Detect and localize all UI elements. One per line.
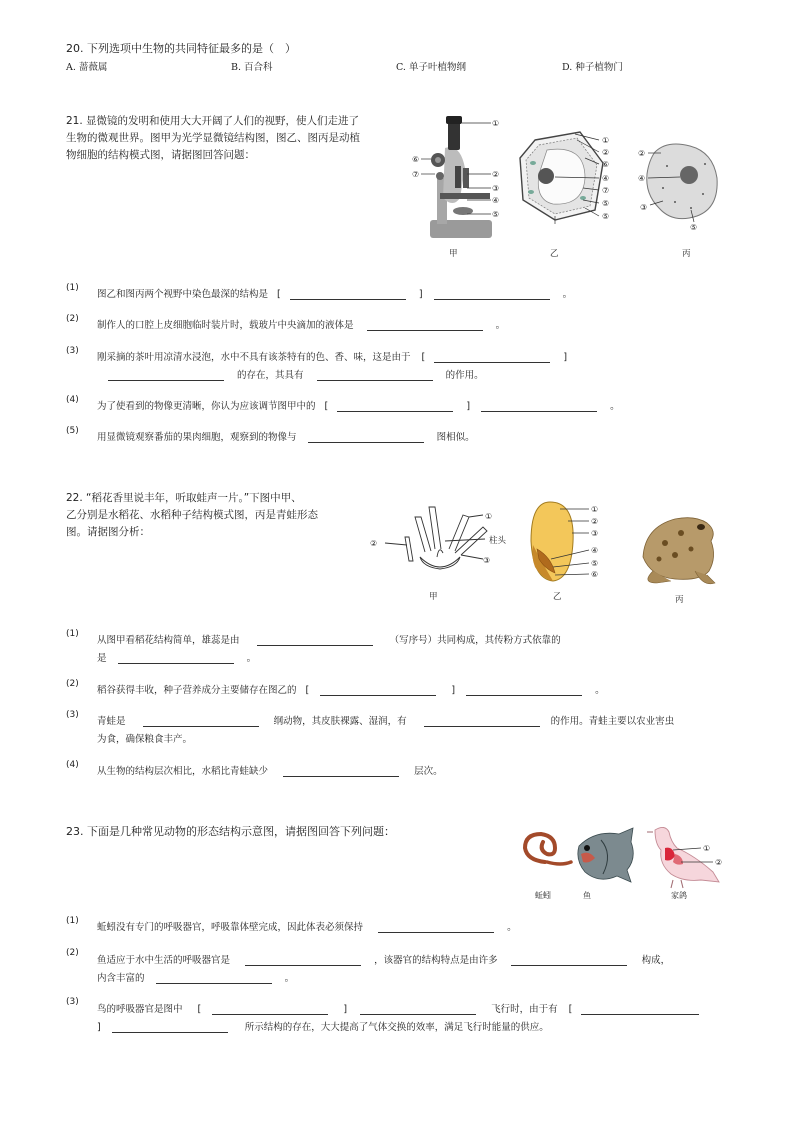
rice-flower-label-1: ①: [485, 512, 493, 521]
q20-title: 20. 下列选项中生物的共同特征最多的是（ ）: [66, 42, 296, 55]
rice-flower-stigma-label: 柱头: [489, 536, 507, 546]
rice-seed-label-3: ③: [591, 529, 599, 538]
q22-sub-3-text: 青蛙是: [97, 716, 126, 727]
q21-intro-line-3: 物细胞的结构模式图，请据图回答问题：: [66, 149, 255, 161]
q21-sub-1-blank-name[interactable]: [434, 288, 550, 300]
q23-sub-3-right-bracket-2: ]: [97, 1022, 101, 1033]
q21-sub-1-right-bracket: ]: [418, 289, 423, 300]
microscope-label-5: ⑤: [492, 210, 500, 219]
q22-sub-4-text: 从生物的结构层次相比，水稻比青蛙缺少: [97, 766, 269, 777]
q21-sub-4-blank-number[interactable]: [337, 400, 453, 412]
q23-sub-2-blank-organ[interactable]: [245, 954, 361, 966]
q21-sub-3-text: 刚采摘的茶叶用凉清水浸泡，水中不具有该茶特有的色、香、味，这是由于: [97, 352, 411, 363]
fish-figure: [578, 828, 633, 882]
q22-sub-1-text-3: 是: [97, 653, 107, 664]
animal-cell-label-2: ②: [638, 149, 646, 158]
q22-figure-group: [365, 497, 730, 609]
rice-flower-figure: [385, 507, 487, 569]
q23-sub-2-blank-content[interactable]: [156, 972, 272, 984]
earthworm-figure: [525, 834, 571, 864]
plant-cell-figure: [520, 132, 603, 220]
q22-sub-3-line-1: [97, 713, 674, 727]
q21-sub-3-number: (3): [66, 346, 79, 356]
q21-sub-3-line-1: [97, 349, 567, 363]
q21-sub-5-text-2: 图相似。: [436, 432, 475, 443]
q21-sub-2: [97, 317, 505, 331]
q22-intro-line-3: 图。请据图分析：: [66, 526, 150, 538]
animal-cell-label-4: ④: [638, 174, 646, 183]
q23-figure-label-fish: 鱼: [583, 891, 591, 900]
q22-sub-1-number: (1): [66, 629, 79, 639]
q21-sub-1: [97, 286, 572, 300]
q21-sub-5-number: (5): [66, 426, 79, 436]
q22-sub-3-blank-class[interactable]: [143, 715, 259, 727]
microscope-label-6: ⑥: [412, 155, 420, 164]
q21-sub-3-text-3: 的作用。: [445, 370, 484, 381]
q22-sub-2-end: 。: [595, 685, 605, 696]
q22-intro-line-1: 22. “稻花香里说丰年，听取蛙声一片。”下图中甲、: [66, 492, 302, 504]
q21-sub-4-left-bracket: [: [324, 401, 329, 412]
q23-sub-3-left-bracket: [: [197, 1004, 202, 1015]
rice-seed-figure: [531, 502, 573, 581]
q23-sub-3-text-2: 飞行时，由于有: [491, 1004, 558, 1015]
q23-sub-2-number: (2): [66, 948, 79, 958]
animal-cell-label-3: ③: [640, 203, 648, 212]
q23-sub-3-blank-number[interactable]: [212, 1003, 328, 1015]
q22-sub-3-text-2: 纲动物，其皮肤裸露、湿润，有: [273, 716, 407, 727]
animal-cell-figure: [647, 144, 717, 219]
q21-figure-label-yi: 乙: [550, 249, 559, 259]
q21-sub-4-number: (4): [66, 395, 79, 405]
q22-sub-1-line-2: [97, 650, 256, 664]
q23-figure-label-pigeon: 家鸽: [671, 891, 687, 900]
rice-seed-label-6: ⑥: [591, 570, 599, 579]
microscope-label-7: ⑦: [412, 170, 420, 179]
q23-sub-3-left-bracket-2: [: [568, 1004, 573, 1015]
q23-sub-2-text: 鱼适应于水中生活的呼吸器官是: [97, 955, 231, 966]
q23-sub-3-line-1: [97, 1001, 699, 1015]
q21-sub-2-number: (2): [66, 314, 79, 324]
q21-sub-4-right-bracket: ]: [466, 401, 471, 412]
plant-cell-label-2: ②: [602, 148, 610, 157]
q22-sub-1-end: 。: [246, 653, 257, 664]
q21-sub-3-left-bracket: [: [421, 352, 426, 363]
q20-option-c: C. 单子叶植物纲: [396, 62, 466, 73]
plant-cell-label-1: ①: [602, 136, 610, 145]
microscope-label-1: ①: [492, 119, 500, 128]
q23-sub-3-blank-number-2[interactable]: [581, 1003, 699, 1015]
q23-sub-3-text-3: 所示结构的存在，大大提高了气体交换的效率，满足飞行时能量的供应。: [244, 1022, 549, 1033]
q21-sub-4-end: 。: [610, 401, 620, 412]
q22-sub-1-blank-pollination[interactable]: [118, 652, 234, 664]
q22-sub-2-blank-number[interactable]: [320, 684, 436, 696]
q22-figure-label-jia: 甲: [429, 592, 438, 602]
microscope-figure: [430, 116, 492, 238]
q21-sub-3-blank-name[interactable]: [108, 369, 224, 381]
q22-sub-2-blank-name[interactable]: [466, 684, 582, 696]
q23-sub-2-end: 。: [284, 973, 295, 984]
q23-sub-3-right-bracket: ]: [343, 1004, 348, 1015]
rice-flower-label-3: ③: [483, 556, 491, 565]
q21-sub-3-right-bracket: ]: [563, 352, 568, 363]
q22-sub-2-number: (2): [66, 679, 79, 689]
q23-sub-3-blank-structure[interactable]: [112, 1021, 228, 1033]
q22-sub-3-text-3: 的作用。青蛙主要以农业害虫: [550, 716, 675, 727]
q22-figure-label-bing: 丙: [675, 595, 684, 605]
plant-cell-label-5b: ⑤: [602, 212, 610, 221]
q21-sub-3-blank-number[interactable]: [434, 351, 550, 363]
plant-cell-label-4: ④: [602, 174, 610, 183]
q23-sub-2-text-2: ，该器官的结构特点是由许多: [374, 955, 498, 966]
rice-seed-label-5: ⑤: [591, 559, 599, 568]
q22-sub-1-line-1: [97, 632, 561, 646]
q21-sub-5-blank[interactable]: [308, 431, 424, 443]
plant-cell-label-5: ⑤: [602, 199, 610, 208]
q22-sub-4-text-2: 层次。: [414, 766, 443, 777]
q22-sub-2-right-bracket: ]: [451, 685, 456, 696]
q23-sub-2-text-4: 内含丰富的: [97, 973, 145, 984]
q22-sub-4-blank[interactable]: [283, 765, 399, 777]
q21-sub-2-text: 制作人的口腔上皮细胞临时装片时，载玻片中央滴加的液体是: [97, 320, 354, 331]
microscope-label-4: ④: [492, 196, 500, 205]
q21-sub-1-number: (1): [66, 283, 79, 293]
microscope-label-2: ②: [492, 170, 500, 179]
pigeon-label-1: ①: [703, 844, 711, 853]
microscope-label-3: ③: [492, 184, 500, 193]
q21-sub-3-blank-function[interactable]: [317, 369, 433, 381]
q23-sub-3-text: 鸟的呼吸器官是图中: [97, 1004, 183, 1015]
rice-seed-label-1: ①: [591, 505, 599, 514]
q22-sub-1-blank-numbers[interactable]: [257, 634, 373, 646]
q22-sub-2-left-bracket: [: [305, 685, 310, 696]
pigeon-figure: [647, 827, 719, 888]
q23-sub-3-line-2: [97, 1019, 549, 1033]
q22-intro-line-2: 乙分别是水稻花、水稻种子结构模式图，丙是青蛙形态: [66, 509, 318, 521]
q23-sub-2-line-2: [97, 970, 294, 984]
q22-sub-4: [97, 763, 443, 777]
q21-sub-1-blank-number[interactable]: [290, 288, 406, 300]
q23-sub-1-number: (1): [66, 916, 79, 926]
rice-seed-label-4: ④: [591, 546, 599, 555]
plant-cell-label-6: ⑥: [602, 160, 610, 169]
q22-sub-1-text: 从图甲看稻花结构简单，雄蕊是由: [97, 635, 240, 646]
q22-sub-3-text-4: 为食，确保粮食丰产。: [97, 734, 193, 745]
q23-sub-2-text-3: 构成，: [641, 955, 671, 966]
q21-sub-1-end: 。: [562, 289, 573, 300]
animal-cell-label-5: ⑤: [690, 223, 698, 232]
q21-sub-2-end: 。: [495, 320, 506, 331]
q23-figure-group: [515, 820, 730, 902]
q23-sub-2-blank-structure[interactable]: [511, 954, 627, 966]
q21-figure-label-jia: 甲: [449, 249, 458, 259]
q22-sub-2-text: 稻谷获得丰收，种子营养成分主要储存在图乙的: [97, 685, 297, 696]
q23-sub-3-blank-organ[interactable]: [360, 1003, 476, 1015]
q22-sub-2: [97, 682, 605, 696]
q21-figure-group: [405, 108, 725, 260]
q20-option-a: A. 蔷薇属: [66, 62, 108, 73]
q21-intro-line-1: 21. 显微镜的发明和使用大大开阔了人们的视野，使人们走进了: [66, 115, 360, 127]
q21-sub-1-left-bracket: [: [277, 289, 281, 300]
plant-cell-label-7: ⑦: [602, 186, 610, 195]
q21-sub-1-text: 图乙和图丙两个视野中染色最深的结构是: [97, 289, 269, 300]
q21-sub-3-text-2: 的存在，其具有: [237, 370, 304, 381]
q21-sub-3-line-2: [108, 367, 484, 381]
q21-figure-label-bing: 丙: [682, 249, 691, 259]
q22-sub-3-blank-function[interactable]: [424, 715, 540, 727]
q21-intro-line-2: 生物的微观世界。图甲为光学显微镜结构图，图乙、图丙是动植: [66, 132, 360, 144]
q21-sub-5: [97, 429, 475, 443]
q22-sub-3-number: (3): [66, 710, 79, 720]
q23-title: 23. 下面是几种常见动物的形态结构示意图，请据图回答下列问题：: [66, 825, 395, 838]
q23-figure-label-earthworm: 蚯蚓: [535, 891, 551, 900]
q23-sub-1-text: 蚯蚓没有专门的呼吸器官，呼吸靠体壁完成，因此体表必须保持: [97, 922, 364, 933]
q22-sub-1-text-2: （写序号）共同构成，其传粉方式依靠的: [389, 635, 561, 646]
q23-sub-1-blank[interactable]: [378, 921, 494, 933]
q23-sub-3-number: (3): [66, 997, 79, 1007]
q23-sub-1-end: 。: [507, 922, 517, 933]
q20-option-b: B. 百合科: [231, 62, 273, 73]
q21-sub-2-blank[interactable]: [367, 319, 483, 331]
q21-sub-4-blank-name[interactable]: [481, 400, 597, 412]
q21-sub-5-text: 用显微镜观察番茄的果肉细胞，观察到的物像与: [97, 432, 297, 443]
q21-sub-4-text: 为了使看到的物像更清晰，你认为应该调节图甲中的: [97, 401, 316, 412]
q22-figure-label-yi: 乙: [553, 592, 562, 602]
q20-option-d: D. 种子植物门: [562, 62, 623, 73]
pigeon-label-2: ②: [715, 858, 723, 867]
q23-sub-1: [97, 919, 517, 933]
frog-figure: [643, 518, 715, 584]
q21-sub-4: [97, 398, 620, 412]
q22-sub-4-number: (4): [66, 760, 79, 770]
rice-seed-label-2: ②: [591, 517, 599, 526]
q23-sub-2-line-1: [97, 952, 670, 966]
rice-flower-label-2: ②: [370, 539, 378, 548]
